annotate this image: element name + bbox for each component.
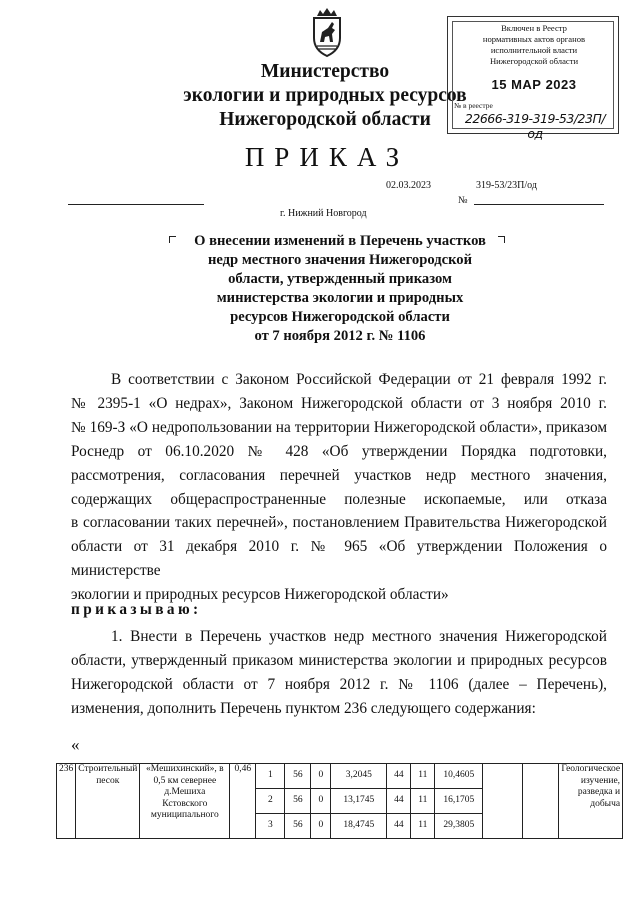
preamble-line: № 169-З «О недропользовании на территории Нижегородской области», приказом xyxy=(71,418,607,436)
coat-of-arms-icon xyxy=(306,6,348,58)
preamble-line: содержащих общераспространенные полезные ископаемые, или отказа xyxy=(71,490,607,508)
opening-quote: « xyxy=(71,735,80,754)
cell-lat-deg: 56 xyxy=(285,764,311,789)
preamble-line: В соответствии с Законом Российской Федерации от 21 февраля 1992 г. xyxy=(111,371,607,388)
cell-lat-sec: 13,1745 xyxy=(331,789,387,814)
subject-line: министерства экологии и природных xyxy=(216,290,464,307)
subject-line: недр местного значения Нижегородской xyxy=(207,252,472,269)
stamp-line-1: Включен в Реестр xyxy=(501,23,567,33)
cell-mineral: Строительный песок xyxy=(76,764,140,839)
cell-point: 3 xyxy=(256,814,285,839)
item-1-line: области, утвержденный приказом министерства экологии и природных ресурсов xyxy=(71,651,607,669)
ministry-name-line-3: Нижегородской области xyxy=(219,109,431,130)
preamble-line: № 2395-1 «О недрах», Законом Нижегородской области от 3 ноября 2010 г. xyxy=(71,394,607,412)
cell-lon-deg: 44 xyxy=(387,764,411,789)
registry-stamp xyxy=(447,16,619,141)
order-date: 02.03.2023 xyxy=(386,180,431,191)
sites-table xyxy=(56,763,623,839)
preamble-line: области от 31 декабря 2010 г. № 965 «Об утверждении Положения о министерстве xyxy=(71,538,607,580)
cell-lat-deg: 56 xyxy=(285,814,311,839)
cell-lon-min: 11 xyxy=(411,814,435,839)
ministry-name-line-1: Министерство xyxy=(260,61,390,82)
number-sign: № xyxy=(458,195,468,206)
cell-number: 236 xyxy=(57,764,76,839)
item-1-paragraph xyxy=(71,625,607,721)
cell-lat-min: 0 xyxy=(311,814,331,839)
date-underline-left xyxy=(68,204,204,205)
cell-lon-sec: 16,1705 xyxy=(435,789,483,814)
subject-line: от 7 ноября 2012 г. № 1106 xyxy=(254,328,426,345)
stamp-line-4: Нижегородской области xyxy=(489,56,579,66)
cell-area: 0,46 xyxy=(230,764,256,839)
preamble-line: рассмотрения, согласования перечней участков недр местного значения, xyxy=(71,466,607,484)
cell-lat-deg: 56 xyxy=(285,789,311,814)
preamble-line: в согласовании таких перечней», постановлением Правительства Нижегородской xyxy=(71,514,607,532)
preamble-line: Роснедр от 06.10.2020 № 428 «Об утверждении Порядка подготовки, xyxy=(71,442,607,460)
stamp-date: 15 МАР 2023 xyxy=(491,77,577,92)
cell-empty xyxy=(523,764,559,839)
subject-line: области, утвержденный приказом xyxy=(228,271,452,288)
cell-lat-min: 0 xyxy=(311,789,331,814)
preamble-paragraph xyxy=(71,368,607,607)
cell-location: «Мешихинский», в 0,5 км севернее д.Мешиха Кстовского муниципального xyxy=(140,764,230,839)
number-underline xyxy=(474,204,604,205)
document-title: ПРИКАЗ xyxy=(244,142,410,172)
table-row xyxy=(57,764,623,789)
cell-purpose: Геологическое изучение, разведка и добыча xyxy=(559,764,623,839)
order-subject xyxy=(170,232,510,347)
stamp-line-3: исполнительной власти xyxy=(490,45,578,55)
city: г. Нижний Новгород xyxy=(280,208,367,219)
item-1-line: изменения, дополнить Перечень пунктом 236 следующего содержания: xyxy=(71,699,536,717)
item-1-line: 1. Внести в Перечень участков недр местного значения Нижегородской xyxy=(111,628,607,645)
directive-word: приказываю: xyxy=(71,601,202,618)
cell-lat-sec: 18,4745 xyxy=(331,814,387,839)
cell-lon-deg: 44 xyxy=(387,814,411,839)
stamp-line-2: нормативных актов органов xyxy=(482,34,586,44)
cell-lon-sec: 29,3805 xyxy=(435,814,483,839)
item-1-line: Нижегородской области от 7 ноября 2012 г. № 1106 (далее – Перечень), xyxy=(71,675,607,693)
cell-empty xyxy=(483,764,523,839)
cell-lon-min: 11 xyxy=(411,764,435,789)
preamble-line: экологии и природных ресурсов Нижегородской области» xyxy=(71,586,449,604)
cell-lon-sec: 10,4605 xyxy=(435,764,483,789)
cell-lat-sec: 3,2045 xyxy=(331,764,387,789)
cell-lon-min: 11 xyxy=(411,789,435,814)
cell-point: 2 xyxy=(256,789,285,814)
subject-line: ресурсов Нижегородской области xyxy=(230,309,450,326)
subject-line: О внесении изменений в Перечень участков xyxy=(194,233,486,249)
stamp-reg-label: № в реестре xyxy=(454,101,493,110)
stamp-handwritten-number: 22666-319-319-53/23П/од xyxy=(464,111,606,141)
ministry-name-line-2: экологии и природных ресурсов xyxy=(183,85,467,106)
cell-lat-min: 0 xyxy=(311,764,331,789)
cell-point: 1 xyxy=(256,764,285,789)
order-number: 319-53/23П/од xyxy=(476,180,537,191)
cell-lon-deg: 44 xyxy=(387,789,411,814)
